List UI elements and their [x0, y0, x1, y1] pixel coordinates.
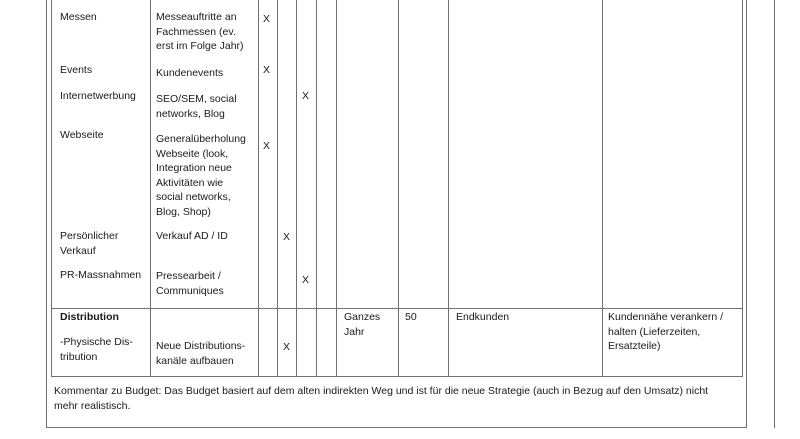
- table-col-line: [602, 0, 603, 377]
- row-measure: Generalüberholung Webseite (look, Integration neue Aktivitäten wie social networks, Blog, Shop): [156, 133, 246, 218]
- row-name: Messen: [60, 11, 97, 23]
- table-col-line: [316, 0, 317, 377]
- distribution-sub: -Physische Dis- tribution: [60, 336, 133, 363]
- table-col-line: [448, 0, 449, 377]
- row-measure: Kundenevents: [156, 67, 224, 79]
- row-measure: Pressearbeit / Communiques: [156, 270, 224, 297]
- distribution-mark: X: [283, 341, 291, 353]
- distribution-budget: 50: [405, 311, 417, 323]
- table-col-line: [296, 0, 297, 377]
- row-name: Events: [60, 64, 93, 76]
- row-measure: SEO/SEM, social networks, Blog: [156, 93, 237, 120]
- budget-comment: Kommentar zu Budget: Das Budget basiert auf dem alten indirekten Weg und ist für die neue Strategie (auch in Bezug auf den Umsatz) nicht mehr realistisch.: [54, 385, 709, 412]
- frame-bottom-line: [46, 427, 747, 428]
- table-col-line: [398, 0, 399, 377]
- row-name: PR-Massnahmen: [60, 269, 142, 281]
- page-right-line: [774, 0, 775, 428]
- frame-left-line: [46, 0, 47, 428]
- row-mark: X: [302, 274, 310, 286]
- distribution-measure: Neue Distributions- kanäle aufbauen: [156, 340, 246, 367]
- row-mark: X: [263, 140, 271, 152]
- row-name: Webseite: [60, 129, 104, 141]
- table-col-line: [258, 0, 259, 377]
- row-name: Persönlicher Verkauf: [60, 230, 119, 257]
- table-col-line: [336, 0, 337, 377]
- row-mark: X: [283, 231, 291, 243]
- frame-right-line: [746, 0, 747, 428]
- distribution-target: Endkunden: [456, 311, 510, 323]
- table-row-line: [51, 376, 743, 377]
- table-col-line: [51, 0, 52, 377]
- table-col-line: [277, 0, 278, 377]
- distribution-heading: Distribution: [60, 311, 119, 323]
- row-measure: Messeauftritte an Fachmessen (ev. erst im Folge Jahr): [156, 11, 244, 52]
- table-col-line: [742, 0, 743, 377]
- distribution-goal: Kundennähe verankern / halten (Lieferzeiten, Ersatzteile): [608, 311, 724, 352]
- row-mark: X: [263, 64, 271, 76]
- table-col-line: [150, 0, 151, 377]
- row-mark: X: [263, 13, 271, 25]
- distribution-period: Ganzes Jahr: [344, 311, 381, 338]
- table-row-line: [51, 308, 743, 309]
- row-name: Internetwerbung: [60, 90, 136, 102]
- row-measure: Verkauf AD / ID: [156, 230, 228, 242]
- row-mark: X: [302, 90, 310, 102]
